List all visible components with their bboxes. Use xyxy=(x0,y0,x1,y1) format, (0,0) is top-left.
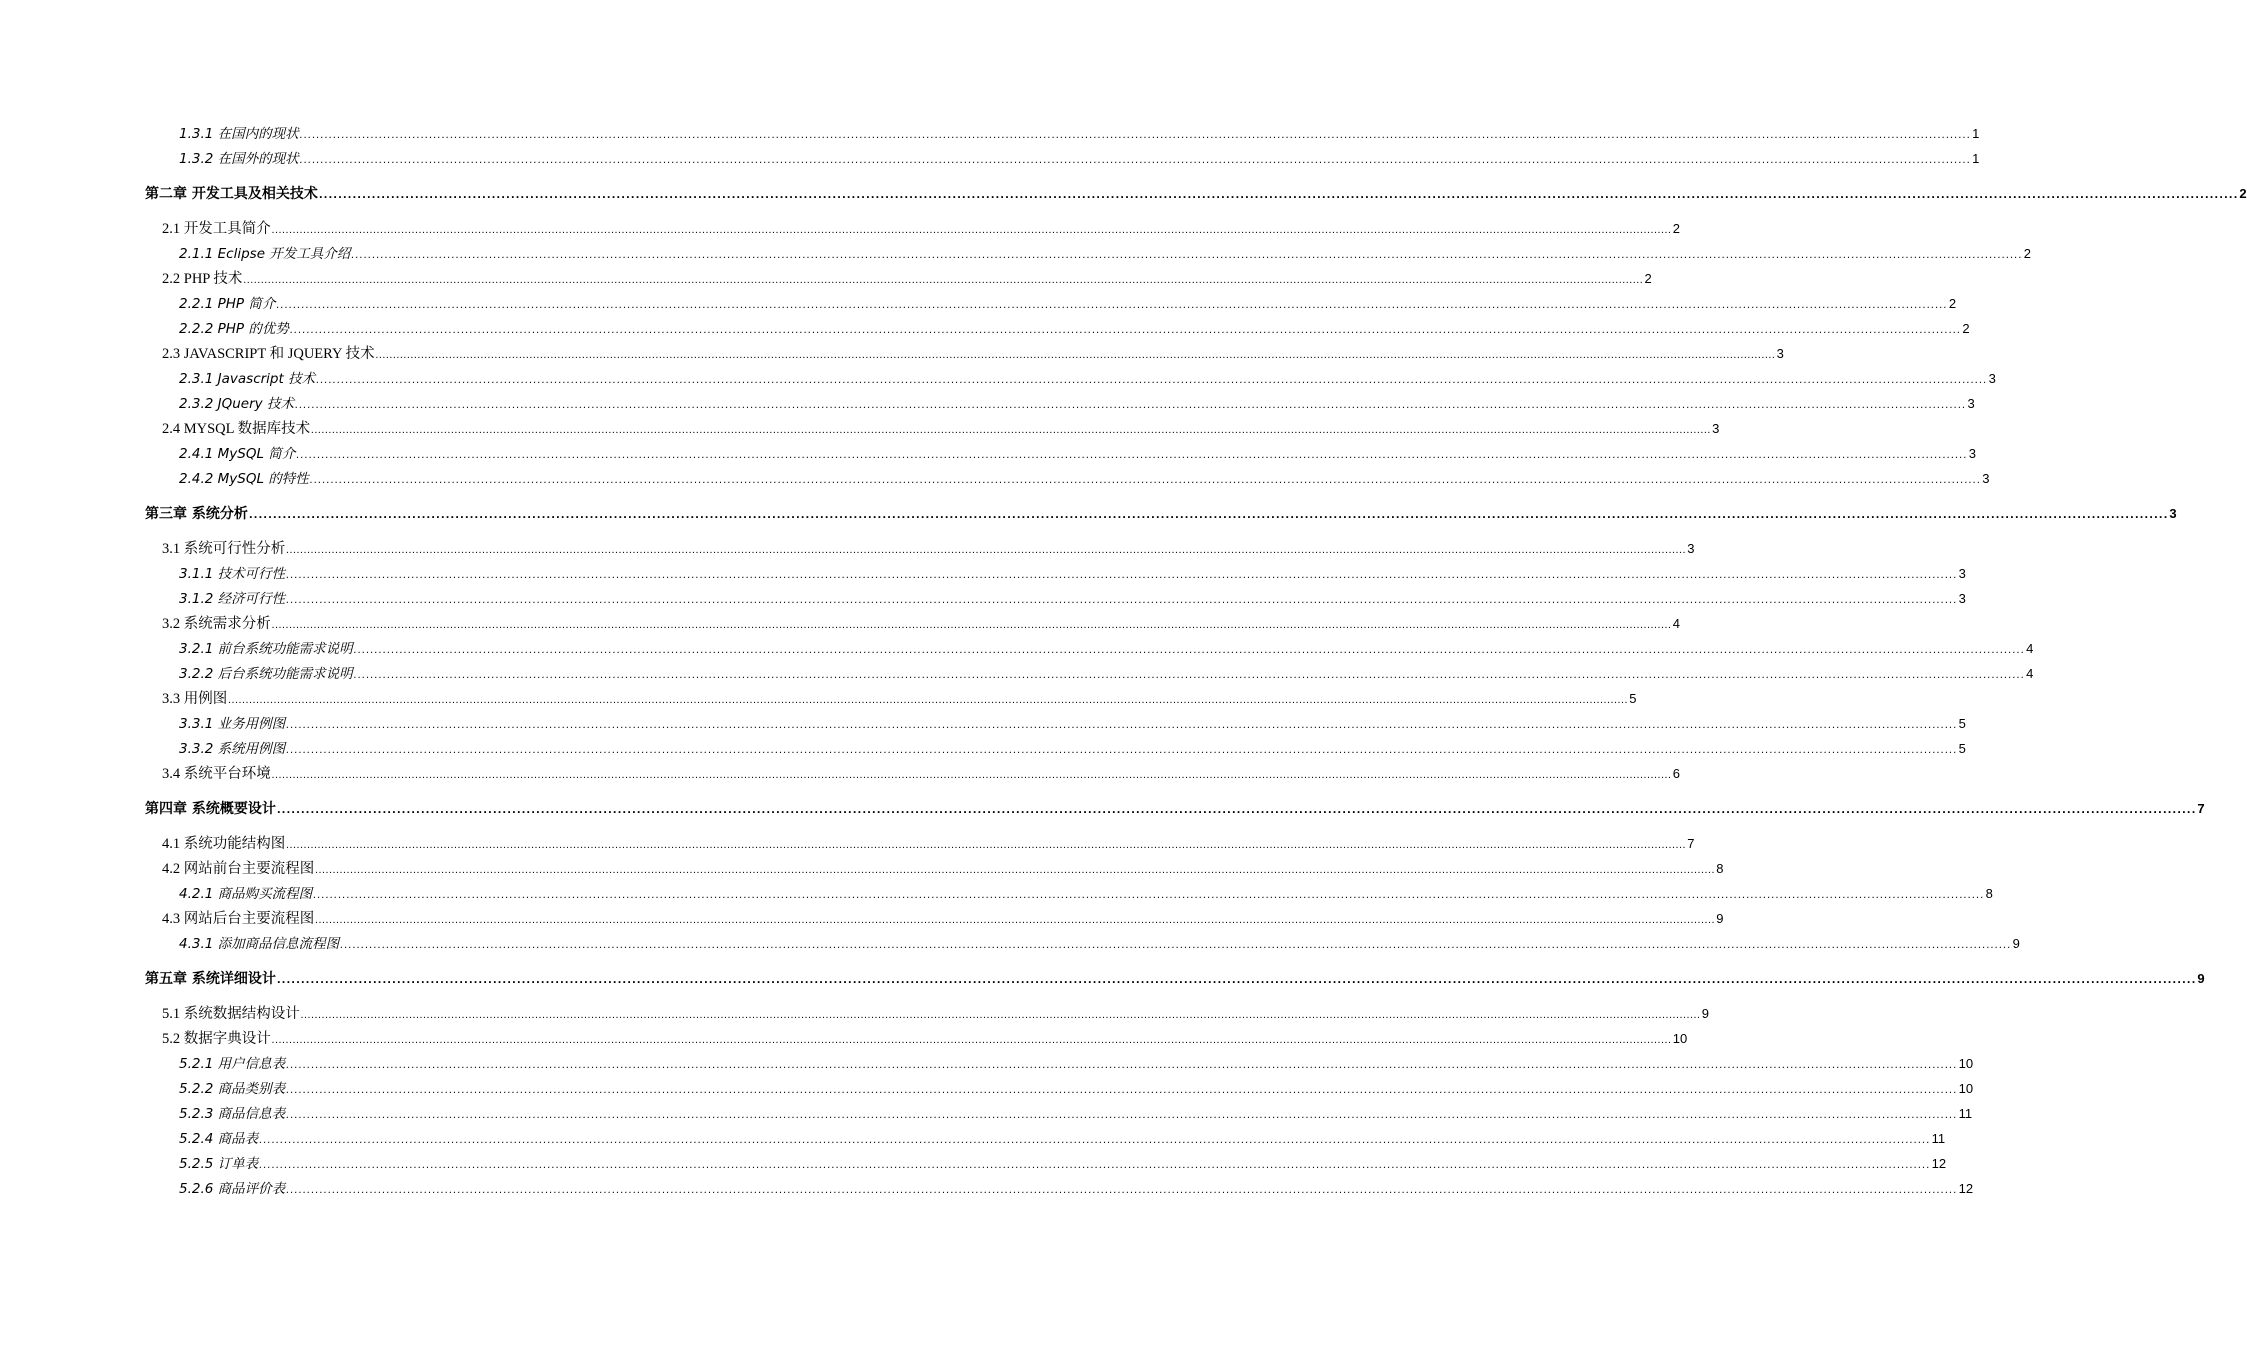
toc-page-number: 12 xyxy=(1931,1156,1947,1171)
toc-page-number: 3 xyxy=(1982,471,1990,486)
toc-entry-label: 4.2.1 商品购买流程图 xyxy=(179,886,313,902)
toc-page-number: 1 xyxy=(1972,126,1980,141)
toc-page-number: 9 xyxy=(2012,936,2020,951)
toc-subsection-entry[interactable] xyxy=(179,565,1966,585)
toc-subsection-entry[interactable] xyxy=(179,470,1990,490)
toc-page-number: 3 xyxy=(1687,541,1695,556)
toc-section-entry[interactable] xyxy=(162,690,1637,710)
toc-entry-label: 1.3.1 在国内的现状 xyxy=(179,126,299,142)
toc-entry-label: 1.3.2 在国外的现状 xyxy=(179,151,299,167)
toc-entry-label: 2.2.1 PHP 简介 xyxy=(179,296,276,312)
toc-dot-leader: ................................................................................................................................................................................................................................................................................................................................................................................................................ xyxy=(286,570,1958,581)
toc-subsection-entry[interactable] xyxy=(179,590,1966,610)
toc-dot-leader: ................................................................................................................................................................................................................................................................................................................................................................................................................ xyxy=(353,645,2026,656)
toc-subsection-entry[interactable] xyxy=(179,665,2034,685)
toc-dot-leader: ................................................................................................................................................................................................................................................................................................................................................................................................................ xyxy=(286,545,1687,556)
toc-dot-leader: ................................................................................................................................................................................................................................................................................................................................................................................................................ xyxy=(228,695,1629,706)
toc-subsection-entry[interactable] xyxy=(179,320,1970,340)
toc-section-entry[interactable] xyxy=(162,910,1724,930)
toc-dot-leader: ................................................................................................................................................................................................................................................................................................................................................................................................................ xyxy=(299,130,1972,141)
toc-entry-label: 4.2 网站前台主要流程图 xyxy=(162,861,315,877)
toc-section-entry[interactable] xyxy=(162,860,1724,880)
toc-dot-leader: ................................................................................................................................................................................................................................................................................................................................................................................................................ xyxy=(271,225,1672,236)
toc-page-number: 4 xyxy=(1672,616,1680,631)
toc-dot-leader: ................................................................................................................................................................................................................................................................................................................................................................................................................ xyxy=(296,450,1968,461)
toc-dot-leader: ................................................................................................................................................................................................................................................................................................................................................................................................................ xyxy=(276,300,1948,311)
toc-dot-leader: ................................................................................................................................................................................................................................................................................................................................................................................................................ xyxy=(300,1010,1701,1021)
toc-dot-leader: ................................................................................................................................................................................................................................................................................................................................................................................................................ xyxy=(243,275,1644,286)
toc-page-number: 10 xyxy=(1958,1056,1974,1071)
toc-entry-label: 5.2.3 商品信息表 xyxy=(179,1106,286,1122)
toc-page-number: 3 xyxy=(1712,421,1720,436)
toc-page-number: 6 xyxy=(1672,766,1680,781)
toc-page-number: 5 xyxy=(1958,741,1966,756)
toc-entry-label: 第四章 系统概要设计 xyxy=(145,801,276,817)
toc-page-number: 2 xyxy=(2239,186,2247,201)
toc-section-entry[interactable] xyxy=(162,540,1695,560)
toc-entry-label: 4.3.1 添加商品信息流程图 xyxy=(179,936,340,952)
toc-subsection-entry[interactable] xyxy=(179,1130,1946,1150)
toc-page-number: 1 xyxy=(1972,151,1980,166)
toc-dot-leader: ................................................................................................................................................................................................................................................................................................................................................................................................................ xyxy=(294,400,1967,411)
toc-subsection-entry[interactable] xyxy=(179,1080,1974,1100)
toc-section-entry[interactable] xyxy=(162,270,1652,290)
toc-page-number: 8 xyxy=(1716,861,1724,876)
toc-page-number: 4 xyxy=(2026,641,2034,656)
toc-subsection-entry[interactable] xyxy=(179,935,2020,955)
toc-chapter-entry[interactable] xyxy=(145,800,2205,820)
toc-page-number: 12 xyxy=(1958,1181,1974,1196)
toc-page-number: 2 xyxy=(1962,321,1970,336)
toc-page-number: 7 xyxy=(1687,836,1695,851)
toc-page-number: 3 xyxy=(2169,506,2177,521)
toc-dot-leader: ................................................................................................................................................................................................................................................................................................................................................................................................................ xyxy=(271,620,1672,631)
toc-entry-label: 5.2.1 用户信息表 xyxy=(179,1056,286,1072)
toc-entry-label: 第二章 开发工具及相关技术 xyxy=(145,186,318,202)
toc-page-number: 9 xyxy=(1716,911,1724,926)
toc-entry-label: 3.2.2 后台系统功能需求说明 xyxy=(179,666,353,682)
toc-page-number: 8 xyxy=(1985,886,1993,901)
toc-dot-leader: ................................................................................................................................................................................................................................................................................................................................................................................................................ xyxy=(271,1035,1672,1046)
toc-entry-label: 5.1 系统数据结构设计 xyxy=(162,1006,300,1022)
toc-entry-label: 3.3.2 系统用例图 xyxy=(179,741,286,757)
toc-page-number: 10 xyxy=(1958,1081,1974,1096)
toc-entry-label: 5.2.5 订单表 xyxy=(179,1156,259,1172)
toc-entry-label: 2.3.1 Javascript 技术 xyxy=(179,371,316,387)
toc-entry-label: 第五章 系统详细设计 xyxy=(145,971,276,987)
toc-section-entry[interactable] xyxy=(162,420,1720,440)
toc-subsection-entry[interactable] xyxy=(179,295,1957,315)
toc-entry-label: 3.2 系统需求分析 xyxy=(162,616,271,632)
toc-dot-leader: ................................................................................................................................................................................................................................................................................................................................................................................................................ xyxy=(340,940,2012,951)
toc-entry-label: 5.2.6 商品评价表 xyxy=(179,1181,286,1197)
toc-page-number: 2 xyxy=(1644,271,1652,286)
toc-entry-label: 2.3.2 JQuery 技术 xyxy=(179,396,294,412)
toc-chapter-entry[interactable] xyxy=(145,505,2177,525)
toc-entry-label: 4.3 网站后台主要流程图 xyxy=(162,911,315,927)
toc-subsection-entry[interactable] xyxy=(179,1155,1947,1175)
toc-page-number: 5 xyxy=(1958,716,1966,731)
toc-section-entry[interactable] xyxy=(162,1005,1709,1025)
toc-subsection-entry[interactable] xyxy=(179,245,2032,265)
toc-dot-leader: ................................................................................................................................................................................................................................................................................................................................................................................................................ xyxy=(299,155,1972,166)
toc-page-number: 3 xyxy=(1988,371,1996,386)
toc-chapter-entry[interactable] xyxy=(145,970,2205,990)
toc-subsection-entry[interactable] xyxy=(179,150,1980,170)
toc-page-number: 11 xyxy=(1958,1106,1973,1121)
toc-entry-label: 5.2.4 商品表 xyxy=(179,1131,259,1147)
toc-dot-leader: ................................................................................................................................................................................................................................................................................................................................................................................................................ xyxy=(309,475,1982,486)
toc-subsection-entry[interactable] xyxy=(179,1055,1974,1075)
toc-page-number: 3 xyxy=(1958,591,1966,606)
toc-subsection-entry[interactable] xyxy=(179,445,1977,465)
toc-entry-label: 2.4 MYSQL 数据库技术 xyxy=(162,421,311,437)
toc-page-number: 9 xyxy=(2197,971,2205,986)
toc-subsection-entry[interactable] xyxy=(179,1105,1973,1125)
toc-dot-leader: ................................................................................................................................................................................................................................................................................................................................................................................................................ xyxy=(289,325,1962,336)
toc-subsection-entry[interactable] xyxy=(179,640,2034,660)
toc-page-number: 4 xyxy=(2026,666,2034,681)
toc-dot-leader: ................................................................................................................................................................................................................................................................................................................................................................................................................ xyxy=(375,350,1776,361)
toc-entry-label: 第三章 系统分析 xyxy=(145,506,248,522)
toc-dot-leader: ................................................................................................................................................................................................................................................................................................................................................................................................................ xyxy=(351,250,2023,261)
toc-dot-leader: ................................................................................................................................................................................................................................................................................................................................................................................................................ xyxy=(276,805,2197,816)
toc-dot-leader: ................................................................................................................................................................................................................................................................................................................................................................................................................ xyxy=(271,770,1672,781)
toc-dot-leader: ................................................................................................................................................................................................................................................................................................................................................................................................................ xyxy=(259,1135,1931,1146)
toc-dot-leader: ................................................................................................................................................................................................................................................................................................................................................................................................................ xyxy=(286,1185,1958,1196)
toc-dot-leader: ................................................................................................................................................................................................................................................................................................................................................................................................................ xyxy=(286,1085,1958,1096)
toc-dot-leader: ................................................................................................................................................................................................................................................................................................................................................................................................................ xyxy=(313,890,1985,901)
toc-entry-label: 3.1.1 技术可行性 xyxy=(179,566,286,582)
toc-page-number: 3 xyxy=(1967,396,1975,411)
toc-page-number: 3 xyxy=(1776,346,1784,361)
toc-dot-leader: ................................................................................................................................................................................................................................................................................................................................................................................................................ xyxy=(316,375,1988,386)
toc-subsection-entry[interactable] xyxy=(179,395,1975,415)
toc-entry-label: 2.4.2 MySQL 的特性 xyxy=(179,471,309,487)
toc-subsection-entry[interactable] xyxy=(179,370,1996,390)
toc-chapter-entry[interactable] xyxy=(145,185,2247,205)
toc-dot-leader: ................................................................................................................................................................................................................................................................................................................................................................................................................ xyxy=(286,720,1958,731)
toc-dot-leader: ................................................................................................................................................................................................................................................................................................................................................................................................................ xyxy=(276,975,2197,986)
toc-dot-leader: ................................................................................................................................................................................................................................................................................................................................................................................................................ xyxy=(286,1110,1958,1121)
toc-entry-label: 4.1 系统功能结构图 xyxy=(162,836,286,852)
toc-dot-leader: ................................................................................................................................................................................................................................................................................................................................................................................................................ xyxy=(318,190,2239,201)
toc-section-entry[interactable] xyxy=(162,220,1680,240)
toc-entry-label: 3.2.1 前台系统功能需求说明 xyxy=(179,641,353,657)
toc-page-number: 11 xyxy=(1931,1131,1946,1146)
toc-section-entry[interactable] xyxy=(162,345,1784,365)
toc-entry-label: 2.2 PHP 技术 xyxy=(162,271,243,287)
toc-entry-label: 3.4 系统平台环境 xyxy=(162,766,271,782)
toc-page-number: 7 xyxy=(2197,801,2205,816)
toc-section-entry[interactable] xyxy=(162,835,1695,855)
toc-entry-label: 3.3 用例图 xyxy=(162,691,228,707)
toc-entry-label: 5.2.2 商品类别表 xyxy=(179,1081,286,1097)
toc-subsection-entry[interactable] xyxy=(179,885,1993,905)
toc-section-entry[interactable] xyxy=(162,1030,1688,1050)
toc-entry-label: 2.3 JAVASCRIPT 和 JQUERY 技术 xyxy=(162,346,375,362)
toc-dot-leader: ................................................................................................................................................................................................................................................................................................................................................................................................................ xyxy=(248,510,2169,521)
toc-page-number: 3 xyxy=(1958,566,1966,581)
toc-subsection-entry[interactable] xyxy=(179,740,1966,760)
toc-dot-leader: ................................................................................................................................................................................................................................................................................................................................................................................................................ xyxy=(259,1160,1931,1171)
toc-entry-label: 2.1.1 Eclipse 开发工具介绍 xyxy=(179,246,351,262)
toc-page-number: 2 xyxy=(2023,246,2032,261)
toc-entry-label: 2.4.1 MySQL 简介 xyxy=(179,446,296,462)
toc-dot-leader: ................................................................................................................................................................................................................................................................................................................................................................................................................ xyxy=(311,425,1712,436)
toc-subsection-entry[interactable] xyxy=(179,715,1966,735)
toc-entry-label: 2.2.2 PHP 的优势 xyxy=(179,321,289,337)
toc-dot-leader: ................................................................................................................................................................................................................................................................................................................................................................................................................ xyxy=(315,915,1716,926)
toc-subsection-entry[interactable] xyxy=(179,1180,1974,1200)
toc-dot-leader: ................................................................................................................................................................................................................................................................................................................................................................................................................ xyxy=(286,745,1958,756)
toc-dot-leader: ................................................................................................................................................................................................................................................................................................................................................................................................................ xyxy=(286,840,1687,851)
toc-page-number: 9 xyxy=(1701,1006,1709,1021)
toc-dot-leader: ................................................................................................................................................................................................................................................................................................................................................................................................................ xyxy=(286,1060,1958,1071)
toc-section-entry[interactable] xyxy=(162,765,1680,785)
toc-entry-label: 3.3.1 业务用例图 xyxy=(179,716,286,732)
toc-page-number: 5 xyxy=(1629,691,1637,706)
toc-entry-label: 2.1 开发工具简介 xyxy=(162,221,271,237)
toc-dot-leader: ................................................................................................................................................................................................................................................................................................................................................................................................................ xyxy=(315,865,1716,876)
toc-page-number: 10 xyxy=(1672,1031,1688,1046)
toc-entry-label: 3.1.2 经济可行性 xyxy=(179,591,286,607)
toc-page-number: 2 xyxy=(1672,221,1680,236)
toc-dot-leader: ................................................................................................................................................................................................................................................................................................................................................................................................................ xyxy=(353,670,2026,681)
toc-subsection-entry[interactable] xyxy=(179,125,1980,145)
toc-page-number: 2 xyxy=(1948,296,1957,311)
toc-entry-label: 3.1 系统可行性分析 xyxy=(162,541,286,557)
toc-entry-label: 5.2 数据字典设计 xyxy=(162,1031,271,1047)
toc-section-entry[interactable] xyxy=(162,615,1680,635)
toc-page-number: 3 xyxy=(1968,446,1977,461)
toc-dot-leader: ................................................................................................................................................................................................................................................................................................................................................................................................................ xyxy=(286,595,1958,606)
